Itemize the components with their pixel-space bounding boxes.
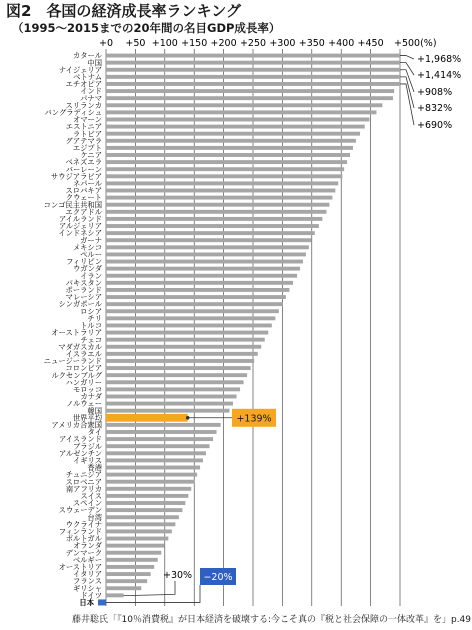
bar (106, 551, 161, 555)
category-label: 台湾 (87, 512, 102, 522)
x-tick-label: +200 (210, 38, 237, 49)
category-label: 南アフリカ (65, 484, 102, 494)
category-label: グアテマラ (65, 136, 102, 146)
annotation-label: +690% (417, 120, 453, 131)
category-label: コロンビア (65, 363, 102, 373)
x-tick-label: +100 (151, 38, 178, 49)
category-label: ギリシャ (72, 583, 102, 593)
bar (106, 366, 251, 370)
bar (106, 309, 279, 313)
bar (98, 599, 106, 605)
category-label: スロベニア (65, 477, 102, 487)
category-label: スウェーデン (58, 505, 102, 515)
category-label: ウガンダ (73, 264, 102, 274)
category-label: モロッコ (72, 384, 102, 394)
bar (106, 352, 258, 356)
bar (106, 181, 338, 185)
category-label: ガーナ (80, 235, 102, 245)
category-label: インドネシア (58, 228, 102, 238)
bar (106, 281, 293, 285)
annotation-label: +139% (236, 413, 272, 425)
bar (106, 565, 154, 569)
category-label: ドイツ (80, 590, 102, 600)
category-label: ペルー (80, 250, 102, 260)
leader-dot (186, 416, 190, 420)
category-label: フィリピン (66, 257, 102, 267)
category-label: マレーシア (65, 292, 102, 302)
bar (106, 579, 147, 583)
bar (106, 160, 347, 164)
category-label: パキスタン (65, 278, 102, 288)
bar (106, 586, 141, 590)
bar (106, 139, 356, 143)
bar (106, 466, 200, 470)
category-label: エジプト (72, 143, 102, 153)
x-axis-ticks (99, 38, 437, 49)
category-label: ポーランド (65, 285, 102, 295)
bar (106, 125, 365, 129)
bar (106, 380, 244, 384)
category-label: エクアドル (65, 207, 102, 217)
category-label: オランダ (73, 541, 102, 551)
source-note: 藤井聡氏「『10％消費税』が日本経済を破壊する:今こそ真の『税と社会保障の一体改革』を」p.49 (72, 615, 472, 625)
bar (106, 544, 165, 548)
category-label: ブラジル (72, 441, 102, 451)
x-tick-label: +300 (269, 38, 296, 49)
figure-subtitle: （1995〜2015までの20年間の名目GDP成長率） (12, 21, 281, 35)
category-label: コンゴ民主共和国 (43, 200, 102, 210)
bar (106, 174, 342, 178)
leader-line (400, 56, 414, 59)
bar (106, 302, 282, 306)
bar (106, 96, 393, 100)
category-label: 世界平均 (72, 413, 102, 423)
category-label: バーレーン (65, 164, 102, 174)
bar (106, 245, 309, 249)
category-label: ロシア (80, 306, 102, 316)
bar (106, 132, 360, 136)
bar (106, 458, 203, 462)
bar (106, 323, 272, 327)
bar (106, 153, 350, 157)
bar (106, 217, 322, 221)
bar (106, 146, 353, 150)
category-label: イスラエル (65, 349, 102, 359)
bar (106, 54, 400, 58)
bar (106, 295, 286, 299)
category-label: タイ (87, 427, 102, 437)
bar (106, 414, 188, 422)
bar (106, 494, 188, 498)
bar (106, 89, 394, 93)
bar (106, 359, 254, 363)
category-label: ラトビア (72, 129, 102, 139)
x-tick-label: +0 (98, 38, 114, 49)
bar (106, 373, 247, 377)
category-label: 韓国 (87, 406, 102, 416)
category-label: カタール (72, 51, 102, 61)
category-label: スイス (80, 491, 102, 501)
category-label: イギリス (72, 455, 102, 465)
category-label: スロバキア (65, 186, 102, 196)
category-label: アイルランド (58, 214, 102, 224)
category-label: アルゼンチン (58, 448, 102, 458)
bar (106, 522, 175, 526)
annotation-label: +1,968% (417, 54, 462, 65)
category-label: インド (80, 86, 102, 96)
category-label: シンガポール (58, 299, 102, 309)
category-label: スリランカ (65, 100, 102, 110)
category-label: アイスランド (58, 434, 102, 444)
category-label: オーストラリア (51, 328, 102, 338)
annotation-label: −20% (203, 572, 233, 583)
bar (106, 501, 185, 505)
category-label: オーストリア (58, 562, 102, 572)
category-label: オマーン (72, 115, 102, 125)
x-tick-label: +450 (357, 38, 384, 49)
bar (106, 267, 300, 271)
bar (106, 189, 335, 193)
bar (106, 316, 275, 320)
category-label: ベトナム (73, 72, 102, 82)
bar (106, 444, 209, 448)
category-label: デンマーク (65, 548, 102, 558)
category-label: スペイン (72, 498, 102, 508)
category-label: ルクセンブルグ (51, 370, 102, 380)
category-label: カナダ (80, 392, 102, 402)
category-label: メキシコ (72, 242, 102, 252)
annotation-label: +908% (417, 87, 453, 98)
category-label: チェコ (80, 335, 102, 345)
bars (98, 54, 400, 606)
bar (106, 529, 172, 533)
bar (106, 61, 400, 65)
category-label: クウェート (65, 193, 102, 203)
x-tick-label: +500(%) (394, 38, 437, 49)
category-label: ベルギー (72, 555, 102, 565)
bar (106, 338, 265, 342)
bar (106, 572, 151, 576)
category-label: バングラディシュ (44, 107, 102, 117)
bar (106, 231, 315, 235)
x-tick-label: +350 (298, 38, 325, 49)
category-label: マダガスカル (58, 342, 102, 352)
figure-title: 図2 各国の経済成長率ランキング (6, 2, 241, 20)
category-label: パナマ (80, 93, 102, 103)
annotations (106, 54, 461, 602)
bar (106, 196, 332, 200)
x-tick-label: +150 (181, 38, 208, 49)
category-label: ハンガリー (65, 377, 102, 387)
bar (106, 515, 179, 519)
bar (106, 167, 344, 171)
category-label: エストニア (65, 122, 102, 132)
bar (106, 103, 382, 107)
bar (106, 537, 168, 541)
bar (106, 473, 197, 477)
leader-line (400, 84, 414, 125)
bar (106, 593, 124, 597)
category-label: ノルウェー (66, 399, 102, 409)
category-label: 日本 (79, 598, 94, 608)
bar (106, 274, 297, 278)
category-labels (44, 51, 103, 607)
bar (106, 423, 221, 427)
category-label: ケニア (80, 150, 102, 160)
bar (106, 480, 194, 484)
bar (106, 82, 400, 86)
category-label: ポルトガル (65, 534, 102, 544)
bar (106, 387, 240, 391)
bar (106, 395, 237, 399)
category-label: ニュージーランド (43, 356, 102, 366)
category-label: ベネズエラ (65, 157, 102, 167)
bar (106, 288, 289, 292)
bar (106, 203, 329, 207)
category-label: アルジェリア (58, 221, 102, 231)
bar (106, 331, 268, 335)
x-tick-label: +50 (125, 38, 146, 49)
bar (106, 558, 158, 562)
bar (106, 260, 303, 264)
bar (106, 210, 327, 214)
bar (106, 437, 213, 441)
bar (106, 487, 191, 491)
bar (106, 508, 182, 512)
category-label: トルコ (80, 321, 102, 331)
bar (106, 451, 206, 455)
annotation-label: +1,414% (417, 70, 462, 81)
category-label: 中国 (87, 58, 102, 68)
bar (106, 110, 376, 114)
bar (106, 409, 229, 413)
category-label: チリ (87, 313, 102, 323)
bar (106, 402, 233, 406)
leader-line (400, 77, 414, 108)
category-label: フランス (73, 576, 102, 586)
bar (106, 118, 369, 122)
category-label: チュニジア (65, 470, 102, 480)
bar (106, 224, 319, 228)
x-tick-label: +250 (239, 38, 267, 49)
category-label: 香港 (87, 463, 102, 473)
category-label: サウジアラビア (50, 171, 102, 181)
category-label: ネパール (73, 178, 102, 188)
bar (106, 238, 312, 242)
bar (106, 252, 306, 256)
category-label: フィンランド (58, 527, 102, 537)
category-label: イタリア (72, 569, 102, 579)
annotation-label: +30% (163, 570, 193, 581)
bar (106, 345, 261, 349)
category-label: アメリカ合衆国 (51, 420, 102, 430)
annotation-label: +832% (417, 103, 453, 114)
category-label: ナイジェリア (58, 65, 102, 75)
bar (106, 68, 400, 72)
category-label: エチオピア (65, 79, 102, 89)
x-tick-label: +400 (328, 38, 355, 49)
category-label: イラン (80, 271, 102, 281)
category-label: ウクライナ (65, 519, 102, 529)
bar (106, 430, 217, 434)
bar (106, 75, 400, 79)
